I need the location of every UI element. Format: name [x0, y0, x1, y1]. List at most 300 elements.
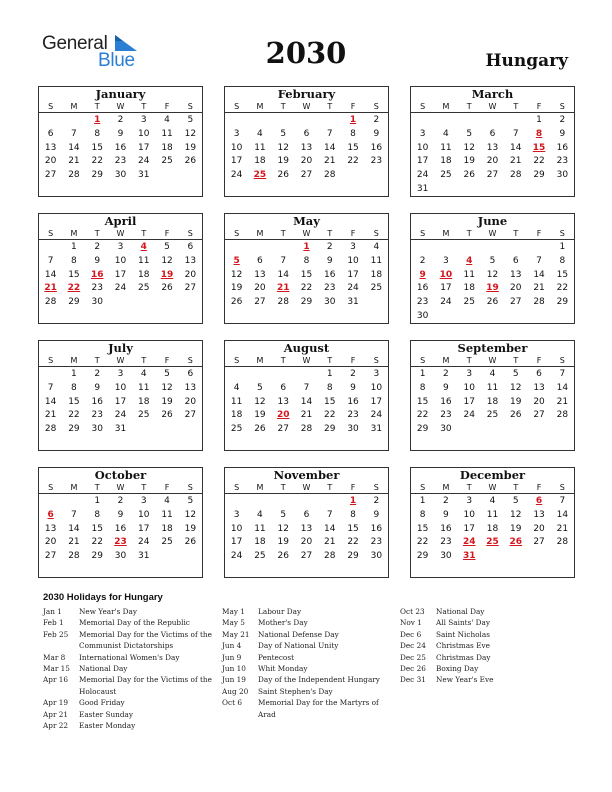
empty-day-cell: [527, 550, 550, 564]
day-cell: 18: [161, 523, 173, 534]
holiday-item: [43, 629, 213, 652]
day-cell: 28: [44, 297, 57, 308]
weekday-label: S: [420, 356, 426, 365]
weekday-label: M: [70, 229, 78, 238]
day-cell: 9: [443, 509, 449, 520]
day-cell: 21: [68, 537, 80, 548]
weekday-label: T: [141, 356, 147, 365]
day-cell: 13: [300, 142, 313, 153]
weekday-label: S: [48, 229, 54, 238]
day-cell: 21: [556, 523, 569, 534]
weekday-label: M: [442, 102, 450, 111]
day-cell: 19: [510, 523, 522, 534]
week-row: [39, 368, 202, 382]
holiday-name: Saint Nicholas: [436, 629, 490, 639]
day-cell: 24: [347, 283, 359, 294]
day-cell: 5: [280, 128, 287, 139]
day-cell: 12: [184, 509, 197, 520]
day-cell: 4: [489, 496, 496, 506]
weekday-label: S: [373, 102, 379, 111]
day-cell: 3: [443, 255, 449, 266]
holiday-item: [43, 652, 213, 663]
weekday-label: S: [559, 356, 565, 365]
day-cell: 9: [117, 128, 124, 139]
day-cell: 8: [419, 382, 426, 393]
day-cell: 9: [94, 255, 101, 266]
month-name: June: [477, 214, 508, 228]
day-cell: 23: [440, 537, 452, 548]
day-cell: 9: [443, 382, 449, 393]
weekday-label: S: [559, 229, 565, 238]
day-cell: 22: [300, 283, 313, 294]
week-row: [411, 114, 574, 128]
day-cell: 15: [347, 523, 359, 534]
day-cell: 30: [324, 297, 336, 308]
weekday-label: S: [559, 483, 565, 492]
empty-day-cell: [225, 114, 248, 128]
day-cell: 5: [164, 242, 170, 252]
week-row: [39, 550, 202, 564]
month-name: January: [95, 87, 146, 101]
empty-day-cell: [62, 495, 85, 509]
day-cell: 23: [556, 156, 569, 167]
day-cell: 2: [559, 115, 566, 125]
day-cell: 1: [419, 496, 426, 506]
week-row: [39, 269, 202, 283]
weekday-label: F: [164, 356, 170, 365]
holiday-day-cell: 6: [47, 509, 54, 520]
week-row: [39, 396, 202, 410]
weekday-label: T: [94, 356, 100, 365]
holiday-day-cell: 25: [253, 170, 267, 181]
month-july: [38, 340, 203, 451]
day-cell: 8: [350, 128, 356, 139]
day-cell: 3: [140, 496, 147, 506]
weekday-label: W: [488, 483, 497, 492]
holiday-item: [222, 640, 392, 651]
week-row: [39, 142, 202, 156]
empty-day-cell: [504, 183, 527, 197]
day-cell: 5: [466, 128, 473, 139]
holiday-day-cell: 9: [419, 269, 426, 280]
day-cell: 18: [440, 156, 452, 167]
day-cell: 7: [47, 255, 54, 266]
weekday-label: T: [141, 229, 147, 238]
empty-day-cell: [481, 310, 504, 324]
day-cell: 23: [370, 156, 383, 167]
holiday-date: Dec 26: [400, 664, 426, 674]
weekday-label: T: [94, 483, 100, 492]
day-cell: 4: [140, 369, 147, 379]
day-cell: 17: [440, 283, 452, 294]
day-cell: 9: [373, 128, 380, 139]
day-cell: 8: [94, 128, 101, 139]
holiday-day-cell: 19: [160, 269, 174, 280]
logo-general-text: General: [42, 33, 108, 54]
week-row: [39, 509, 202, 523]
day-cell: 14: [533, 269, 545, 280]
holiday-item: [43, 617, 213, 628]
holiday-date: Apr 22: [43, 721, 69, 731]
day-cell: 11: [486, 509, 499, 520]
week-row: [225, 128, 388, 142]
weekday-header: [39, 482, 202, 494]
month-august: [224, 340, 389, 451]
day-cell: 1: [94, 496, 101, 506]
day-cell: 16: [347, 396, 359, 407]
empty-day-cell: [551, 423, 574, 437]
day-cell: 2: [117, 496, 124, 506]
holiday-name: New Year's Eve: [436, 675, 494, 685]
empty-day-cell: [179, 169, 202, 183]
week-row: [411, 155, 574, 169]
holiday-name: New Year's Day: [79, 607, 138, 616]
holiday-item: [222, 663, 392, 674]
day-cell: 17: [114, 396, 127, 407]
day-cell: 24: [230, 551, 243, 562]
day-cell: 16: [114, 523, 127, 534]
holiday-date: Apr 21: [43, 709, 69, 719]
weekday-label: S: [187, 356, 193, 365]
week-row: [411, 550, 574, 564]
weekday-label: F: [350, 229, 356, 238]
day-cell: 23: [370, 537, 383, 548]
empty-day-cell: [225, 495, 248, 509]
day-cell: 27: [184, 283, 197, 294]
day-cell: 6: [187, 369, 194, 379]
empty-day-cell: [365, 169, 388, 183]
week-row: [225, 142, 388, 156]
day-cell: 13: [533, 382, 545, 393]
day-cell: 14: [556, 382, 569, 393]
day-cell: 4: [233, 382, 240, 393]
holiday-item: [400, 629, 570, 640]
week-row: [39, 169, 202, 183]
week-row: [411, 169, 574, 183]
weekday-label: S: [187, 229, 193, 238]
holiday-name: Mother's Day: [258, 618, 308, 628]
empty-day-cell: [295, 114, 318, 128]
month-name: April: [104, 214, 137, 228]
week-row: [225, 241, 388, 255]
holiday-day-cell: 21: [276, 283, 290, 294]
day-cell: 5: [489, 255, 496, 266]
empty-day-cell: [411, 114, 434, 128]
week-row: [411, 183, 574, 197]
holiday-item: [43, 720, 213, 731]
day-cell: 23: [440, 410, 452, 421]
week-row: [411, 523, 574, 537]
empty-day-cell: [62, 114, 85, 128]
day-cell: 24: [370, 410, 383, 421]
day-cell: 15: [416, 523, 429, 534]
week-row: [225, 423, 388, 437]
weekday-label: T: [94, 102, 100, 111]
day-cell: 7: [536, 255, 542, 266]
day-cell: 28: [510, 170, 522, 181]
day-cell: 4: [489, 369, 496, 379]
week-row: [225, 495, 388, 509]
empty-day-cell: [504, 550, 527, 564]
day-cell: 27: [300, 170, 313, 181]
day-cell: 2: [419, 255, 426, 266]
weekday-label: F: [350, 102, 356, 111]
day-cell: 24: [114, 410, 127, 421]
holiday-date: Jun 10: [222, 664, 246, 674]
day-cell: 12: [161, 255, 173, 266]
day-cell: 19: [230, 283, 243, 294]
day-cell: 31: [138, 551, 150, 562]
month-december: [410, 467, 575, 578]
holiday-day-cell: 26: [509, 537, 523, 548]
day-cell: 27: [277, 424, 289, 435]
week-row: [411, 495, 574, 509]
weekday-label: T: [466, 229, 472, 238]
week-row: [225, 550, 388, 564]
day-cell: 22: [347, 537, 359, 548]
weekday-label: M: [256, 356, 264, 365]
day-cell: 29: [556, 297, 569, 308]
holiday-item: [400, 640, 570, 651]
day-cell: 17: [138, 523, 150, 534]
week-row: [39, 409, 202, 423]
day-cell: 4: [373, 242, 380, 252]
holiday-item: [43, 663, 213, 674]
weekday-label: T: [280, 229, 286, 238]
day-cell: 8: [94, 509, 101, 520]
day-cell: 10: [463, 382, 475, 393]
empty-day-cell: [365, 296, 388, 310]
weekday-label: T: [466, 356, 472, 365]
holiday-name: National Day: [79, 664, 128, 674]
weekday-header: [225, 228, 388, 240]
day-cell: 27: [300, 551, 313, 562]
weekday-label: F: [536, 102, 542, 111]
day-cell: 10: [138, 128, 150, 139]
weekday-label: S: [420, 102, 426, 111]
month-name: July: [108, 341, 133, 355]
day-cell: 1: [419, 369, 426, 379]
day-cell: 2: [373, 496, 380, 506]
holiday-item: [400, 674, 570, 685]
holiday-date: Mar 8: [43, 652, 66, 662]
day-cell: 11: [138, 255, 150, 266]
day-cell: 6: [303, 128, 310, 139]
day-cell: 29: [347, 551, 359, 562]
day-cell: 11: [138, 382, 150, 393]
empty-day-cell: [481, 114, 504, 128]
empty-day-cell: [341, 169, 364, 183]
holiday-name: Memorial Day for the Martyrs of Arad: [258, 698, 379, 719]
weekday-label: T: [513, 356, 519, 365]
holiday-date: Jun 19: [222, 675, 246, 685]
weekday-label: T: [466, 102, 472, 111]
day-cell: 29: [91, 551, 103, 562]
day-cell: 10: [416, 142, 429, 153]
day-cell: 2: [350, 369, 356, 379]
holiday-date: Dec 25: [400, 652, 426, 662]
day-cell: 22: [91, 156, 103, 167]
empty-day-cell: [458, 241, 481, 255]
day-cell: 1: [536, 115, 542, 125]
holiday-name: Whit Monday: [258, 664, 308, 674]
day-cell: 3: [233, 509, 240, 520]
day-cell: 11: [254, 523, 266, 534]
week-row: [39, 495, 202, 509]
day-cell: 15: [91, 523, 103, 534]
day-cell: 2: [443, 496, 449, 506]
day-cell: 15: [68, 269, 80, 280]
day-cell: 23: [91, 283, 103, 294]
holiday-date: Jan 1: [43, 607, 62, 616]
empty-day-cell: [225, 368, 248, 382]
day-cell: 30: [114, 170, 127, 181]
weekday-header: [411, 101, 574, 113]
week-row: [411, 282, 574, 296]
day-cell: 3: [117, 369, 124, 379]
weekday-label: W: [488, 356, 497, 365]
day-cell: 31: [347, 297, 359, 308]
holiday-day-cell: 1: [349, 115, 357, 125]
day-cell: 24: [463, 410, 475, 421]
weekday-label: S: [234, 102, 240, 111]
weekday-label: W: [116, 483, 125, 492]
empty-day-cell: [318, 495, 341, 509]
day-cell: 7: [280, 255, 287, 266]
day-cell: 30: [114, 551, 127, 562]
weekday-label: M: [256, 483, 264, 492]
day-cell: 2: [373, 115, 380, 125]
day-cell: 20: [300, 537, 313, 548]
day-cell: 30: [440, 551, 452, 562]
day-cell: 29: [68, 424, 80, 435]
day-cell: 26: [184, 156, 197, 167]
empty-day-cell: [434, 241, 457, 255]
holiday-name: Memorial Day of the Republic: [79, 618, 190, 628]
day-cell: 5: [512, 369, 519, 379]
day-cell: 16: [440, 523, 452, 534]
day-cell: 27: [44, 551, 57, 562]
day-cell: 6: [47, 128, 54, 139]
day-cell: 26: [463, 170, 475, 181]
day-cell: 17: [416, 156, 429, 167]
day-cell: 24: [230, 170, 243, 181]
day-cell: 6: [536, 369, 542, 379]
day-cell: 20: [510, 283, 522, 294]
day-cell: 26: [254, 424, 266, 435]
day-cell: 23: [347, 410, 359, 421]
day-cell: 8: [326, 382, 333, 393]
holiday-day-cell: 21: [44, 283, 57, 294]
day-cell: 6: [280, 382, 287, 393]
weekday-header: [411, 482, 574, 494]
month-october: [38, 467, 203, 578]
day-cell: 9: [94, 382, 101, 393]
week-row: [225, 269, 388, 283]
week-row: [225, 296, 388, 310]
month-name: August: [283, 341, 330, 355]
day-cell: 4: [164, 496, 170, 506]
day-cell: 24: [138, 537, 150, 548]
day-cell: 6: [489, 128, 496, 139]
day-cell: 28: [324, 551, 336, 562]
month-september: [410, 340, 575, 451]
holiday-name: National Day: [436, 607, 485, 616]
day-cell: 26: [161, 283, 173, 294]
weekday-label: M: [70, 102, 78, 111]
day-cell: 7: [512, 128, 519, 139]
day-cell: 8: [303, 255, 310, 266]
holiday-date: Dec 31: [400, 675, 426, 685]
empty-day-cell: [39, 114, 62, 128]
day-cell: 16: [114, 142, 127, 153]
weekday-label: F: [350, 483, 356, 492]
holiday-name: All Saints' Day: [436, 618, 490, 628]
empty-day-cell: [179, 296, 202, 310]
empty-day-cell: [504, 310, 527, 324]
day-cell: 21: [44, 410, 57, 421]
day-cell: 18: [138, 269, 150, 280]
empty-day-cell: [434, 114, 457, 128]
holiday-column: [400, 606, 570, 686]
day-cell: 28: [68, 551, 80, 562]
day-cell: 11: [161, 128, 173, 139]
week-row: [411, 423, 574, 437]
month-november: [224, 467, 389, 578]
holiday-item: [43, 674, 213, 697]
holiday-day-cell: 22: [67, 283, 81, 294]
weekday-header: [39, 228, 202, 240]
weekday-label: S: [234, 356, 240, 365]
holiday-item: [43, 697, 213, 708]
day-cell: 1: [71, 242, 77, 252]
day-cell: 21: [533, 283, 545, 294]
empty-day-cell: [481, 183, 504, 197]
weekday-label: S: [420, 229, 426, 238]
weekday-label: T: [466, 483, 472, 492]
empty-day-cell: [551, 183, 574, 197]
day-cell: 29: [416, 551, 429, 562]
month-name: October: [94, 468, 147, 482]
holiday-name: Christmas Eve: [436, 641, 490, 651]
day-cell: 2: [117, 115, 124, 125]
empty-day-cell: [411, 241, 434, 255]
day-cell: 30: [91, 297, 103, 308]
week-row: [225, 509, 388, 523]
day-cell: 25: [440, 170, 452, 181]
weekday-label: F: [536, 356, 542, 365]
day-cell: 27: [486, 170, 499, 181]
holiday-item: [222, 652, 392, 663]
week-row: [39, 536, 202, 550]
week-row: [39, 155, 202, 169]
day-cell: 10: [230, 523, 243, 534]
day-cell: 14: [510, 142, 522, 153]
weekday-label: T: [280, 483, 286, 492]
holiday-date: Oct 23: [400, 607, 425, 616]
holiday-day-cell: 4: [140, 242, 147, 252]
day-cell: 16: [370, 523, 383, 534]
holiday-date: May 21: [222, 629, 250, 639]
week-row: [39, 523, 202, 537]
day-cell: 14: [324, 142, 336, 153]
week-row: [411, 368, 574, 382]
day-cell: 14: [556, 509, 569, 520]
empty-day-cell: [179, 550, 202, 564]
day-cell: 29: [68, 297, 80, 308]
day-cell: 20: [254, 283, 266, 294]
weekday-label: T: [327, 356, 333, 365]
